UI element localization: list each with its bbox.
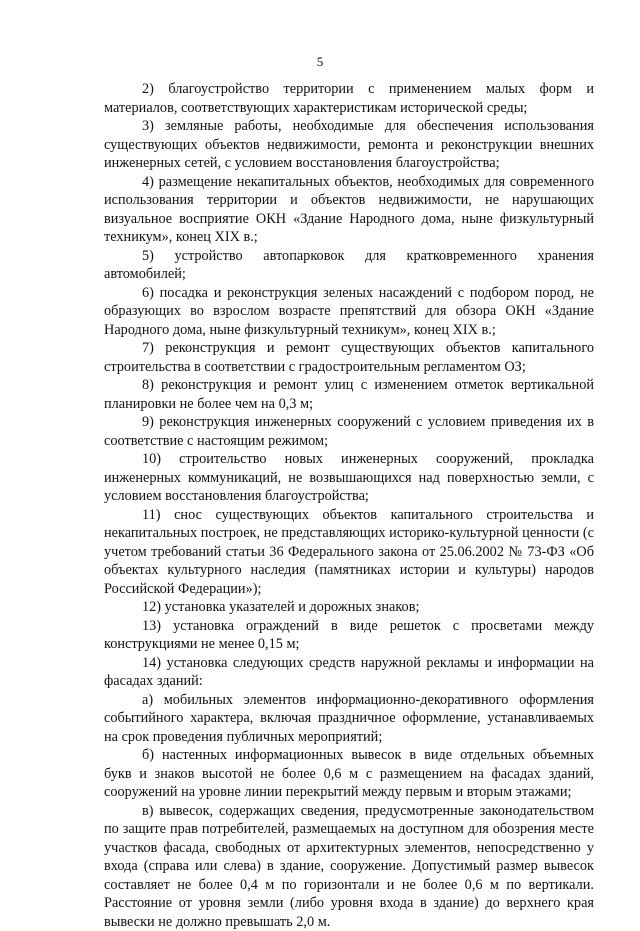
paragraph-item-8: 8) реконструкция и ремонт улиц с изменением отметок вертикальной планировки не более чем на 0,3 м; xyxy=(104,376,594,413)
paragraph-item-2: 2) благоустройство территории с применением малых форм и материалов, соответствующих характеристикам исторической среды; xyxy=(104,80,594,117)
paragraph-item-5: 5) устройство автопарковок для кратковременного хранения автомобилей; xyxy=(104,247,594,284)
subparagraph-b: б) настенных информационных вывесок в виде отдельных объемных букв и знаков высотой не более 0,6 м с размещением на фасадах зданий, сооружений на уровне линии перекрытий между первым и вторым этажами; xyxy=(104,746,594,802)
page-number: 5 xyxy=(0,54,640,70)
subparagraph-a: а) мобильных элементов информационно-декоративного оформления событийного характера, включая праздничное оформление, устанавливаемых на срок проведения публичных мероприятий; xyxy=(104,691,594,747)
paragraph-item-6: 6) посадка и реконструкция зеленых насаждений с подбором пород, не образующих во взрослом возрасте препятствий для обзора ОКН «Здание Народного дома, ныне физкультурный техникум», конец XIX в.; xyxy=(104,284,594,340)
paragraph-item-13: 13) установка ограждений в виде решеток с просветами между конструкциями не менее 0,15 м; xyxy=(104,617,594,654)
paragraph-item-11: 11) снос существующих объектов капитального строительства и некапитальных построек, не представляющих историко-культурной ценности (с учетом требований статьи 36 Федерального закона от 25.06.2002 № 73-ФЗ «Об объектах культурного наследия (памятниках истории и культуры) народов Российской Федерации»); xyxy=(104,506,594,599)
paragraph-item-9: 9) реконструкция инженерных сооружений с условием приведения их в соответствие с настоящим режимом; xyxy=(104,413,594,450)
paragraph-item-12: 12) установка указателей и дорожных знаков; xyxy=(104,598,594,617)
paragraph-item-10: 10) строительство новых инженерных сооружений, прокладка инженерных коммуникаций, не возвышающихся над поверхностью земли, с условием восстановления благоустройства; xyxy=(104,450,594,506)
document-body xyxy=(104,80,594,931)
paragraph-item-4: 4) размещение некапитальных объектов, необходимых для современного использования территории и объектов недвижимости, не нарушающих визуальное восприятие ОКН «Здание Народного дома, ныне физкультурный техникум», конец XIX в.; xyxy=(104,173,594,247)
paragraph-item-14: 14) установка следующих средств наружной рекламы и информации на фасадах зданий: xyxy=(104,654,594,691)
paragraph-item-3: 3) земляные работы, необходимые для обеспечения использования существующих объектов недвижимости, ремонта и реконструкции внешних инженерных сетей, с условием восстановления благоустройства; xyxy=(104,117,594,173)
paragraph-item-7: 7) реконструкция и ремонт существующих объектов капитального строительства в соответствии с градостроительным регламентом ОЗ; xyxy=(104,339,594,376)
subparagraph-v: в) вывесок, содержащих сведения, предусмотренные законодательством по защите прав потребителей, размещаемых на доступном для обозрения месте участков фасада, свободных от архитектурных элементов, непосредственно у входа (справа или слева) в здание, сооружение. Допустимый размер вывесок составляет не более 0,4 м по горизонтали и не более 0,6 м по вертикали. Расстояние от уровня земли (либо уровня входа в здание) до верхнего края вывески не должно превышать 2,0 м. xyxy=(104,802,594,931)
